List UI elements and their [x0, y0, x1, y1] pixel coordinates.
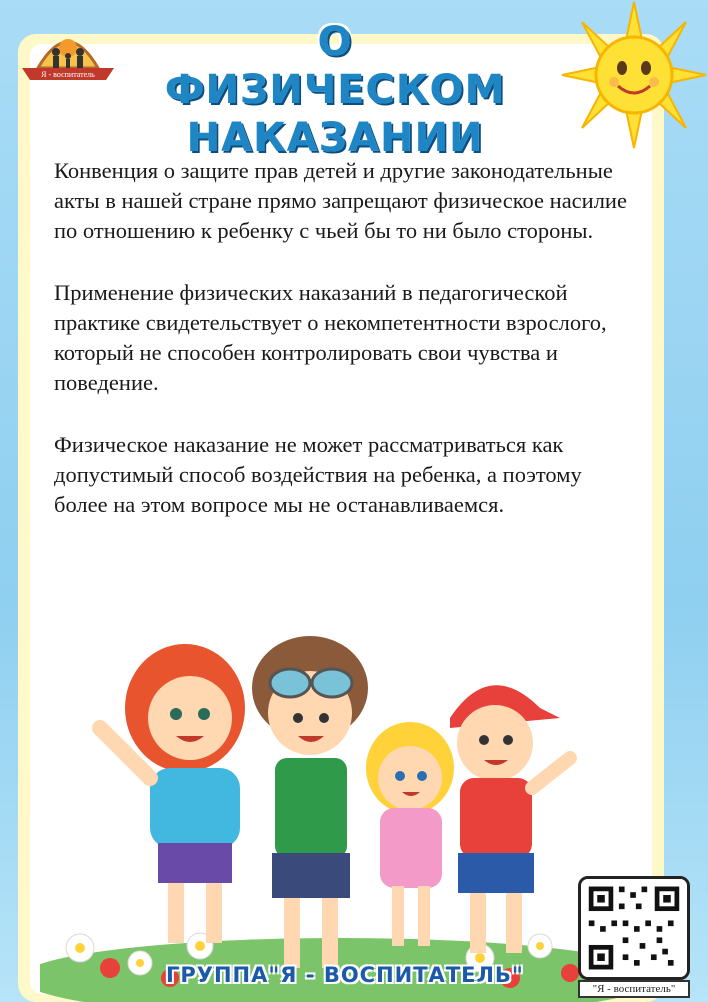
family-logo-icon: [18, 22, 118, 98]
title-line-1: О ФИЗИЧЕСКОМ: [164, 19, 506, 113]
boy-red-cap: [450, 685, 570, 953]
qr-caption: "Я - воспитатель": [578, 980, 690, 998]
girl-blonde: [366, 722, 454, 946]
girl-left: [100, 644, 245, 943]
logo-text: Я - воспитатель: [41, 70, 95, 79]
paragraph-3: Физическое наказание не может рассматриваться как допустимый способ воздействия на ребенка, а поэтому более на этом вопросе мы не останавливаемся.: [54, 432, 582, 517]
title-line-2: НАКАЗАНИИ: [186, 115, 484, 161]
group-footer: ГРУППА"Я - ВОСПИТАТЕЛЬ": [166, 963, 524, 987]
boy-aviator: [252, 636, 368, 968]
children-illustration: [40, 628, 640, 1002]
smiling-sun-icon: [560, 0, 708, 150]
paragraph-1: Конвенция о защите прав детей и другие законодательные акты в нашей стране прямо запрещают физическое насилие по отношению к ребенку с чьей бы то ни было стороны.: [54, 158, 627, 243]
article-body: [54, 156, 634, 552]
qr-code-icon[interactable]: [578, 876, 690, 980]
paragraph-2: Применение физических наказаний в педагогической практике свидетельствует о некомпетентности взрослого, который не способен контролировать свои чувства и поведение.: [54, 280, 607, 395]
page-title: [140, 18, 530, 162]
